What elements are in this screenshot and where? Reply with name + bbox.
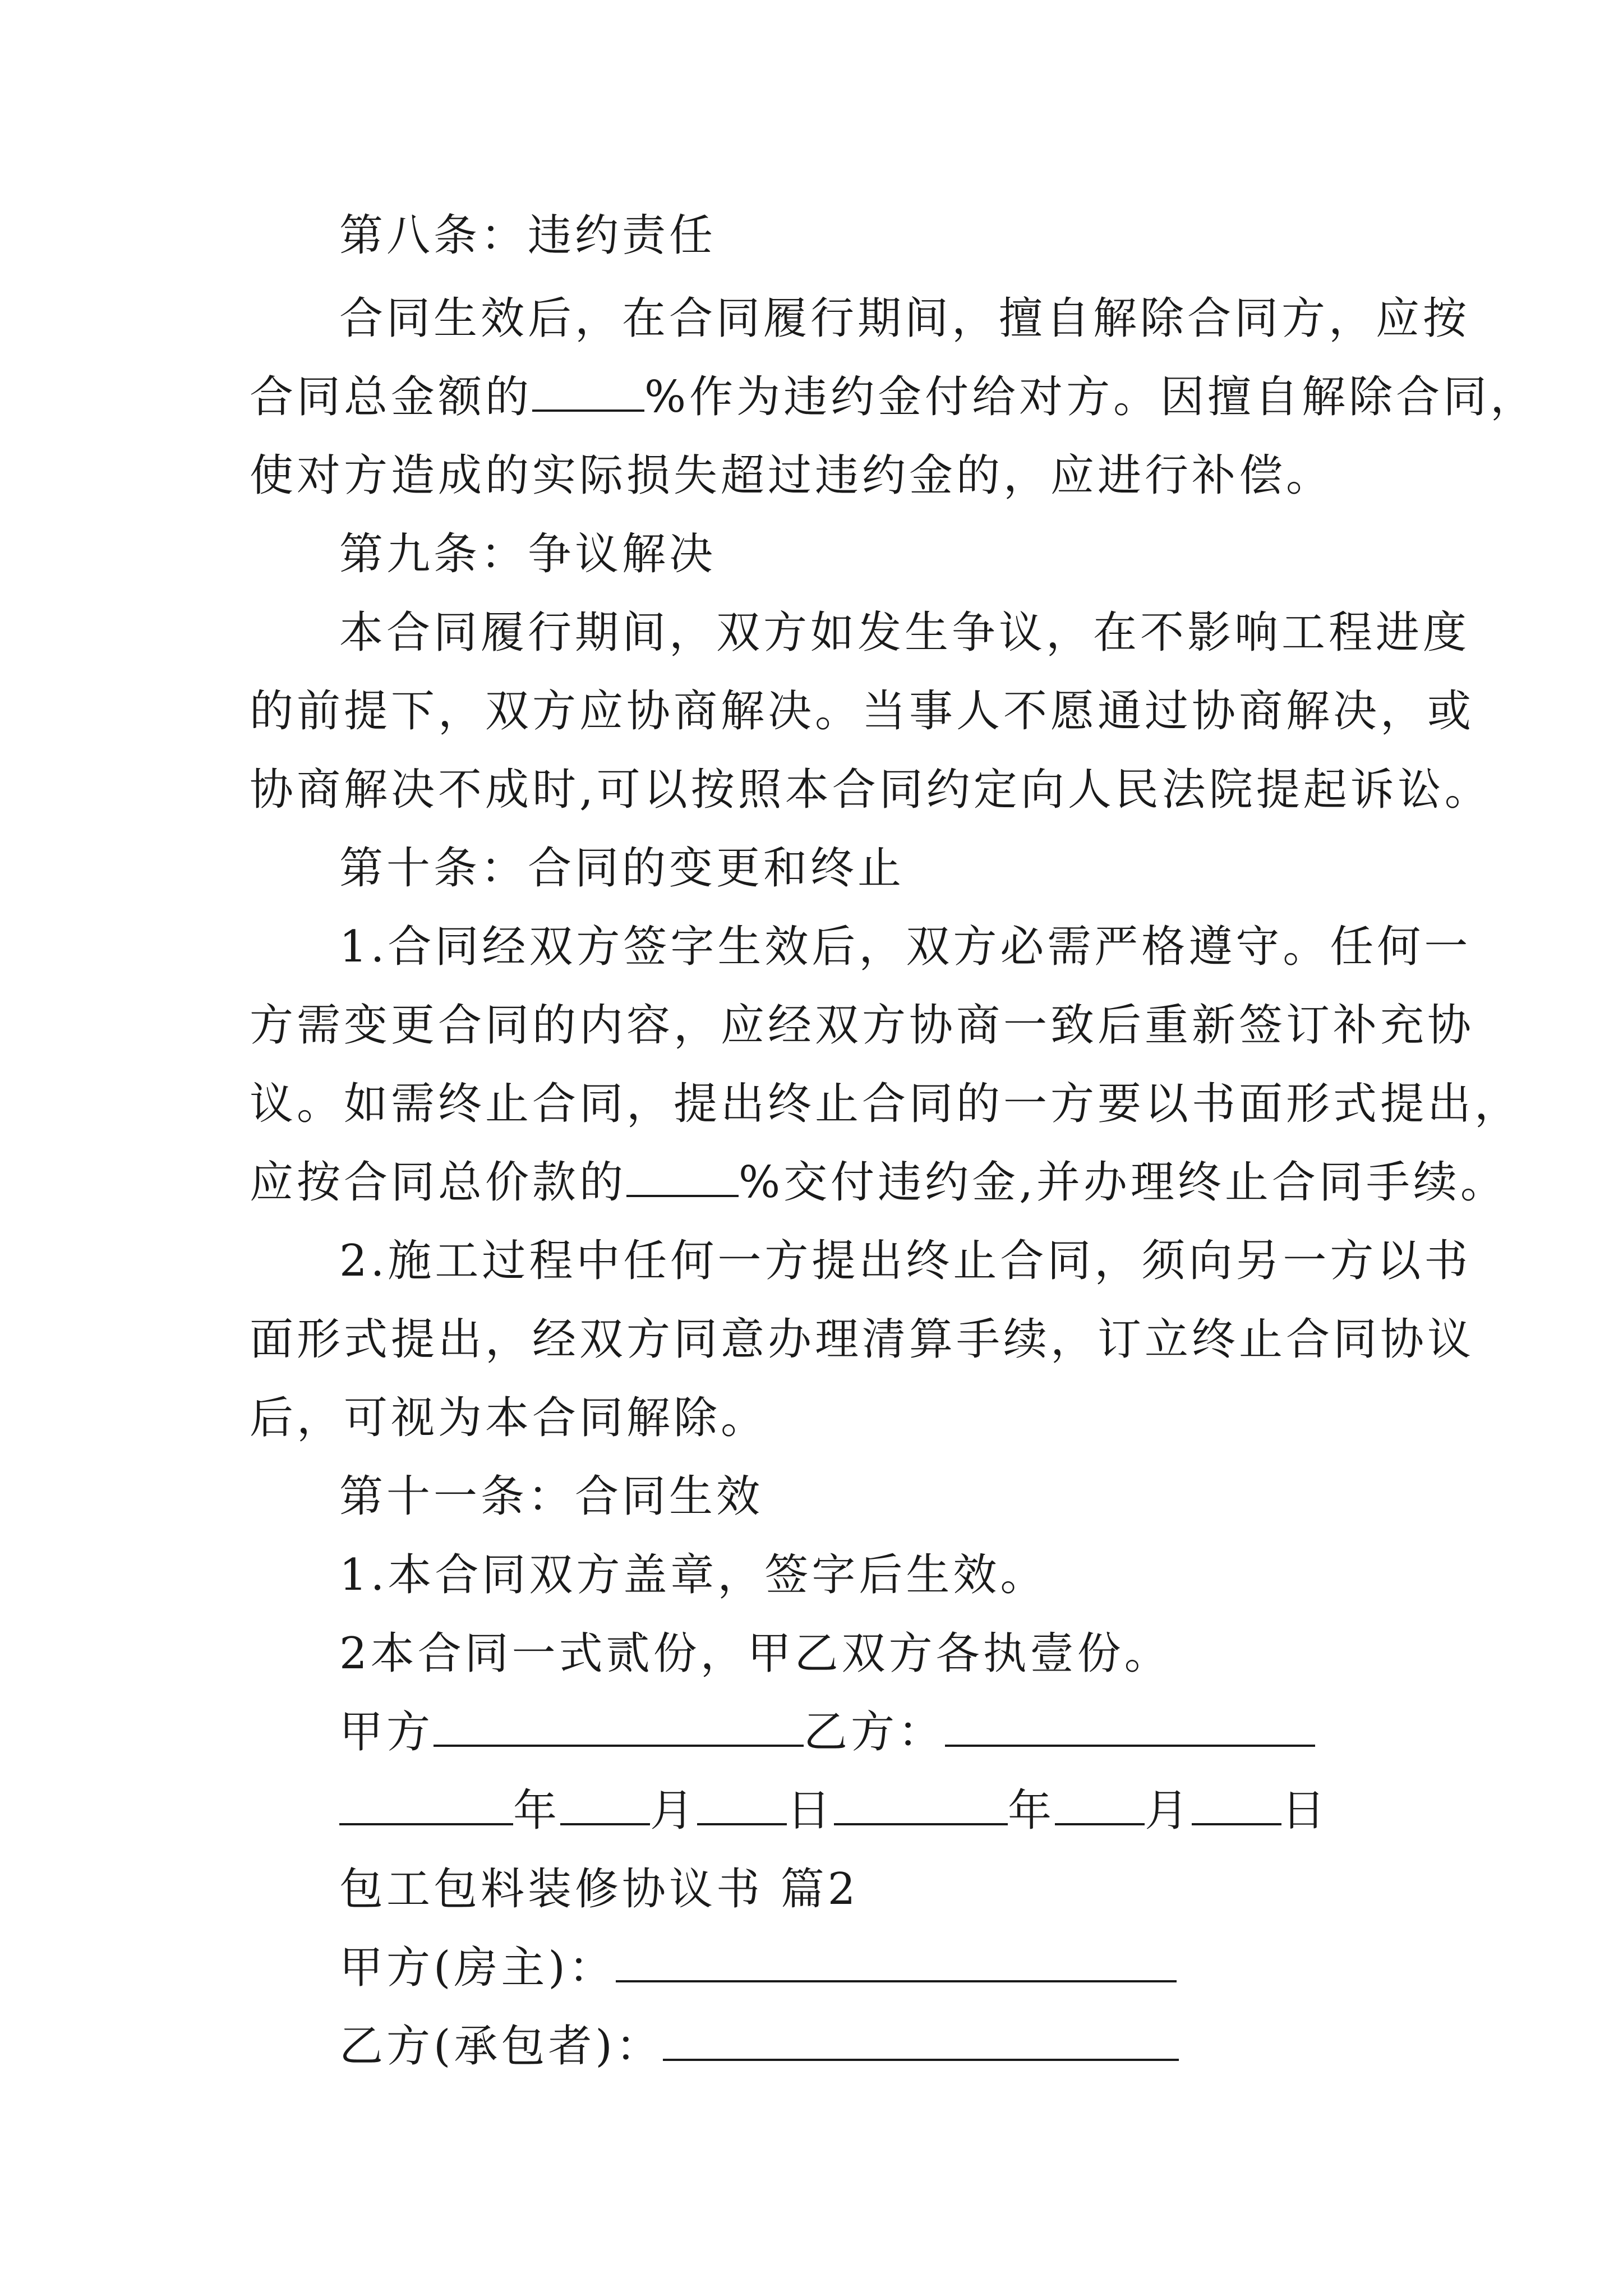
article11-item: 2本合同一式贰份，甲乙双方各执壹份。	[339, 1628, 1172, 1679]
party-a-owner-row	[339, 1940, 1177, 1996]
day-label: 日	[1281, 1786, 1329, 1836]
article10-heading: 第十条：合同的变更和终止	[339, 843, 905, 894]
party-b-contractor-label: 乙方(承包者)：	[339, 2021, 663, 2072]
article10-paragraph-line: 方需变更合同的内容，应经双方协商一致后重新签订补充协	[250, 1000, 1475, 1051]
year-label: 年	[513, 1786, 561, 1836]
party-b-signature-blank	[945, 1710, 1315, 1747]
signature-row	[339, 1704, 1315, 1760]
article8-paragraph-line	[250, 369, 1537, 425]
party-b-label: 乙方：	[804, 1707, 946, 1757]
month-label: 月	[1145, 1786, 1192, 1836]
paragraph-text: 合同总金额的	[250, 372, 533, 422]
month-blank	[1055, 1788, 1145, 1825]
month-label: 月	[650, 1786, 698, 1836]
party-a-owner-label: 甲方(房主)：	[339, 1943, 616, 1993]
section2-title: 包工包料装修协议书 篇2	[339, 1864, 859, 1915]
paragraph-text: %交付违约金,并办理终止合同手续。	[739, 1157, 1507, 1208]
year-blank	[834, 1788, 1008, 1825]
paragraph-text: %作为违约金付给对方。因擅自解除合同，	[644, 372, 1538, 422]
article11-heading: 第十一条：合同生效	[339, 1471, 764, 1522]
party-a-signature-blank	[434, 1710, 804, 1747]
party-a-label: 甲方	[339, 1707, 434, 1757]
party-a-owner-blank	[616, 1945, 1177, 1982]
paragraph-text: 应按合同总价款的	[250, 1157, 627, 1208]
party-b-contractor-row	[339, 2018, 1179, 2074]
penalty-rate-blank	[532, 375, 644, 412]
article11-item: 1.本合同双方盖章，签字后生效。	[339, 1550, 1048, 1600]
article8-heading: 第八条：违约责任	[339, 210, 717, 261]
article9-paragraph-line: 的前提下，双方应协商解决。当事人不愿通过协商解决，或	[250, 686, 1475, 737]
article10-paragraph-line: 议。如需终止合同，提出终止合同的一方要以书面形式提出，	[250, 1079, 1522, 1129]
day-blank	[697, 1788, 787, 1825]
day-blank	[1192, 1788, 1281, 1825]
article10-paragraph-line: 2.施工过程中任何一方提出终止合同，须向另一方以书	[339, 1236, 1472, 1286]
date-row	[339, 1783, 1329, 1839]
article10-paragraph-line	[250, 1154, 1507, 1211]
party-b-contractor-blank	[663, 2024, 1179, 2061]
day-label: 日	[787, 1786, 834, 1836]
article10-paragraph-line: 1.合同经双方签字生效后，双方必需严格遵守。任何一	[339, 922, 1472, 972]
article10-paragraph-line: 面形式提出，经双方同意办理清算手续，订立终止合同协议	[250, 1314, 1475, 1365]
article9-paragraph-line: 本合同履行期间，双方如发生争议，在不影响工程进度	[339, 608, 1470, 658]
article9-paragraph-line: 协商解决不成时,可以按照本合同约定向人民法院提起诉讼。	[250, 765, 1492, 815]
article8-paragraph-line: 合同生效后，在合同履行期间，擅自解除合同方，应按	[339, 293, 1470, 344]
article8-paragraph-line: 使对方造成的实际损失超过违约金的，应进行补偿。	[250, 450, 1334, 501]
month-blank	[560, 1788, 650, 1825]
year-blank	[339, 1788, 513, 1825]
article9-heading: 第九条：争议解决	[339, 529, 717, 579]
year-label: 年	[1008, 1786, 1055, 1836]
article10-paragraph-line: 后，可视为本合同解除。	[250, 1393, 768, 1443]
termination-rate-blank	[626, 1160, 739, 1197]
